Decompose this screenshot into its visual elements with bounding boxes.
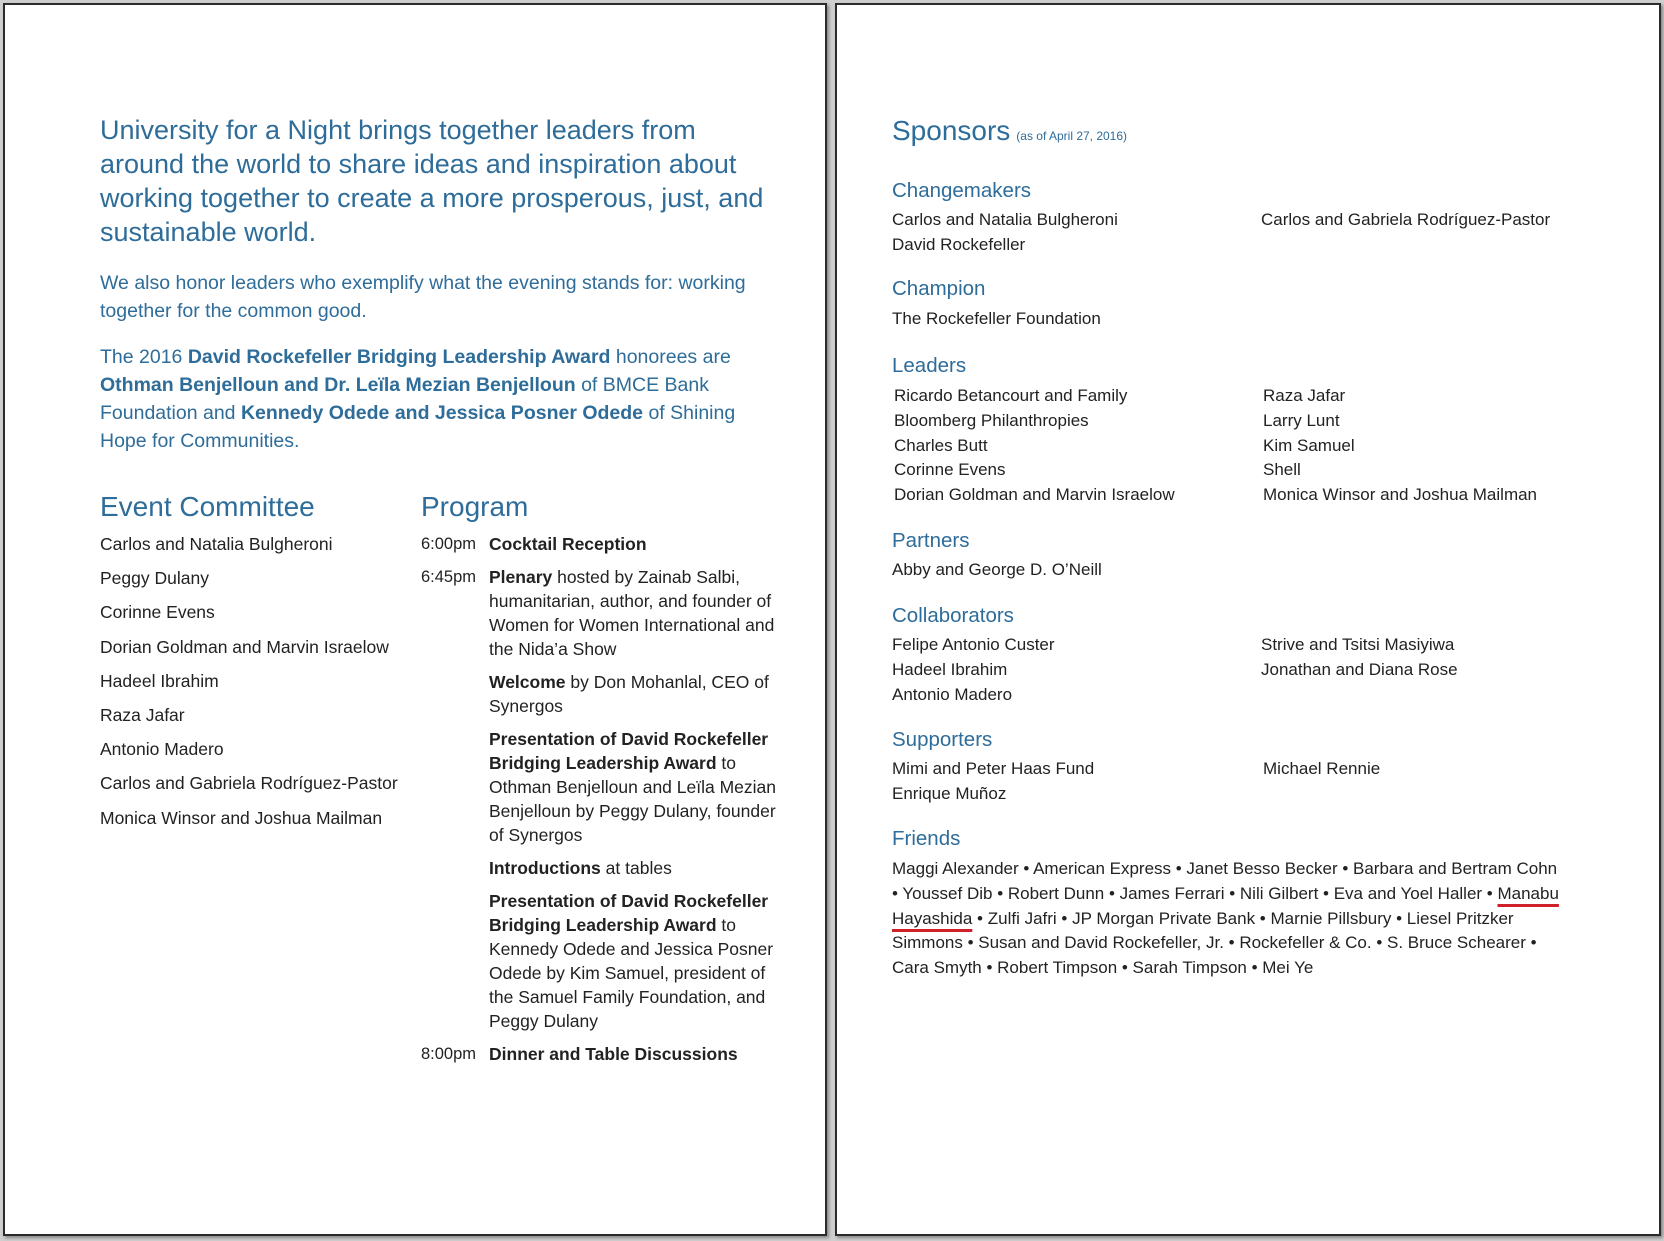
program-item bbox=[421, 532, 781, 556]
friends-names: Maggi Alexander • American Express • Janet Besso Becker • Barbara and Bertram Cohn • Youssef Dib • Robert Dunn • James Ferrari • Nili Gilbert • Eva and Yoel Haller • bbox=[892, 859, 1558, 903]
section-heading-collaborators: Collaborators bbox=[892, 604, 1014, 627]
intro-text: of BMCE Bank Foundation and bbox=[100, 374, 709, 424]
program-description bbox=[489, 565, 781, 661]
committee-member: Corinne Evens bbox=[100, 602, 215, 623]
program-time bbox=[421, 670, 489, 718]
sponsor-name: Corinne Evens bbox=[894, 460, 1006, 480]
program-detail: hosted by Zainab Salbi, humanitarian, author, and founder of Women for Women International and the Nida’a Show bbox=[489, 567, 775, 659]
sponsor-name: Enrique Muñoz bbox=[892, 783, 1007, 803]
partners-list bbox=[892, 558, 1102, 583]
committee-member: Carlos and Natalia Bulgheroni bbox=[100, 534, 333, 554]
committee-member: Antonio Madero bbox=[100, 739, 224, 760]
friends-names: • Zulfi Jafri • JP Morgan Private Bank • Marnie Pillsbury • Liesel Pritzker Simmons • Susan and David Rockefeller, Jr. • Rockefeller & Co. • S. Bruce Schearer • Cara Smyth • Robert Timpson • Sarah Timpson • Mei Ye bbox=[892, 908, 1537, 978]
sponsor-name: Antonio Madero bbox=[892, 684, 1013, 704]
sponsors-title: Sponsors bbox=[892, 115, 1011, 146]
program-item bbox=[421, 856, 781, 880]
committee-member: Peggy Dulany bbox=[100, 568, 209, 589]
program-list bbox=[421, 532, 781, 1075]
program-item bbox=[421, 565, 781, 661]
section-heading-partners: Partners bbox=[892, 529, 970, 552]
friends-list bbox=[892, 857, 1562, 981]
sponsor-name: Bloomberg Philanthropies bbox=[894, 410, 1089, 430]
changemakers-list bbox=[892, 208, 1118, 258]
program-title: Dinner and Table Discussions bbox=[489, 1044, 738, 1064]
committee-list bbox=[100, 533, 398, 841]
program-time bbox=[421, 727, 489, 847]
program-time: 6:45pm bbox=[421, 568, 477, 586]
changemakers-list-2 bbox=[1261, 208, 1550, 233]
program-title: Presentation of David Rockefeller Bridging Leadership Award bbox=[489, 729, 769, 773]
program-time bbox=[421, 856, 489, 880]
sponsor-name: Hadeel Ibrahim bbox=[892, 659, 1008, 679]
committee-member: Raza Jafar bbox=[100, 704, 185, 725]
program-description bbox=[489, 727, 781, 847]
sponsor-name: Raza Jafar bbox=[1263, 386, 1346, 405]
program-item bbox=[421, 670, 781, 718]
champion-list bbox=[892, 307, 1101, 332]
intro-text: The 2016 bbox=[100, 346, 188, 368]
program-detail: to Othman Benjelloun and Leïla Mezian Benjelloun by Peggy Dulany, founder of Synergos bbox=[489, 753, 776, 845]
program-time: 6:00pm bbox=[421, 535, 477, 553]
section-heading-leaders: Leaders bbox=[892, 354, 967, 377]
committee-member: Carlos and Gabriela Rodríguez-Pastor bbox=[100, 773, 398, 794]
sponsors-heading bbox=[892, 115, 1127, 147]
committee-member: Dorian Goldman and Marvin Israelow bbox=[100, 636, 389, 657]
sponsor-name: Carlos and Natalia Bulgheroni bbox=[892, 210, 1118, 229]
program-title: Cocktail Reception bbox=[489, 534, 647, 554]
sponsor-name: Carlos and Gabriela Rodríguez-Pastor bbox=[1261, 210, 1551, 229]
honoree-name: Kennedy Odede and Jessica Posner Odede bbox=[240, 402, 644, 424]
program-detail: by Don Mohanlal, CEO of Synergos bbox=[489, 672, 769, 716]
leaders-list bbox=[894, 384, 1175, 508]
sponsor-name: Mimi and Peter Haas Fund bbox=[892, 759, 1095, 778]
program-title: Presentation of David Rockefeller Bridging Leadership Award bbox=[489, 891, 769, 935]
left-page bbox=[3, 3, 827, 1236]
collaborators-list bbox=[892, 633, 1055, 707]
sponsor-name: Jonathan and Diana Rose bbox=[1261, 659, 1458, 679]
intro-text: honorees are bbox=[610, 346, 731, 368]
collaborators-list-2 bbox=[1261, 633, 1458, 683]
sponsor-name: Dorian Goldman and Marvin Israelow bbox=[894, 485, 1175, 505]
program-description bbox=[489, 1042, 781, 1066]
program-title: Welcome bbox=[489, 672, 566, 692]
sponsor-name: Shell bbox=[1263, 460, 1301, 480]
sponsor-name: Monica Winsor and Joshua Mailman bbox=[1263, 485, 1538, 505]
program-detail: at tables bbox=[600, 858, 672, 878]
sponsor-name: David Rockefeller bbox=[892, 234, 1026, 254]
program-description bbox=[489, 532, 781, 556]
sponsor-name: Kim Samuel bbox=[1263, 435, 1355, 455]
program-item bbox=[421, 727, 781, 847]
sponsor-name: The Rockefeller Foundation bbox=[892, 309, 1101, 328]
leaders-list-2 bbox=[1263, 384, 1537, 508]
section-heading-supporters: Supporters bbox=[892, 728, 993, 751]
award-name: David Rockefeller Bridging Leadership Award bbox=[187, 346, 611, 368]
program-description bbox=[489, 856, 781, 880]
supporters-list-2 bbox=[1263, 757, 1380, 782]
sponsor-name: Abby and George D. O’Neill bbox=[892, 560, 1102, 579]
program-title: Plenary bbox=[489, 567, 553, 587]
supporters-list bbox=[892, 757, 1094, 807]
committee-heading: Event Committee bbox=[100, 491, 315, 522]
program-time bbox=[421, 889, 489, 1033]
sponsor-name: Ricardo Betancourt and Family bbox=[894, 386, 1128, 405]
intro-paragraph-honor: We also honor leaders who exemplify what the evening stands for: working together for the common good. bbox=[100, 272, 746, 322]
program-item bbox=[421, 1042, 781, 1066]
program-item bbox=[421, 889, 781, 1033]
sponsor-name: Michael Rennie bbox=[1263, 759, 1381, 778]
intro-paragraph-honorees bbox=[100, 343, 740, 455]
section-heading-changemakers: Changemakers bbox=[892, 179, 1032, 202]
program-time: 8:00pm bbox=[421, 1045, 477, 1063]
honoree-name: Othman Benjelloun and Dr. Leïla Mezian Benjelloun bbox=[100, 374, 576, 396]
committee-member: Hadeel Ibrahim bbox=[100, 670, 219, 691]
intro-lead: University for a Night brings together leaders from around the world to share ideas and inspiration about working together to create a more prosperous, just, and sustainable world. bbox=[100, 115, 764, 247]
committee-member: Monica Winsor and Joshua Mailman bbox=[100, 807, 383, 828]
program-description bbox=[489, 670, 781, 718]
section-heading-friends: Friends bbox=[892, 827, 961, 850]
program-detail: to Kennedy Odede and Jessica Posner Odede by Kim Samuel, president of the Samuel Family Foundation, and Peggy Dulany bbox=[489, 915, 774, 1031]
program-description bbox=[489, 889, 781, 1033]
section-heading-champion: Champion bbox=[892, 277, 986, 300]
sponsor-name: Larry Lunt bbox=[1263, 410, 1340, 430]
sponsor-name: Strive and Tsitsi Masiyiwa bbox=[1261, 635, 1455, 654]
right-page bbox=[835, 3, 1661, 1236]
program-title: Introductions bbox=[489, 858, 601, 878]
sponsors-date-note: (as of April 27, 2016) bbox=[1016, 129, 1128, 143]
sponsor-name: Felipe Antonio Custer bbox=[892, 635, 1055, 654]
program-heading: Program bbox=[421, 491, 529, 522]
highlighted-friend-name: Manabu Hayashida bbox=[892, 883, 1559, 928]
sponsor-name: Charles Butt bbox=[894, 435, 988, 455]
intro-text: of Shining Hope for Communities. bbox=[100, 402, 736, 452]
